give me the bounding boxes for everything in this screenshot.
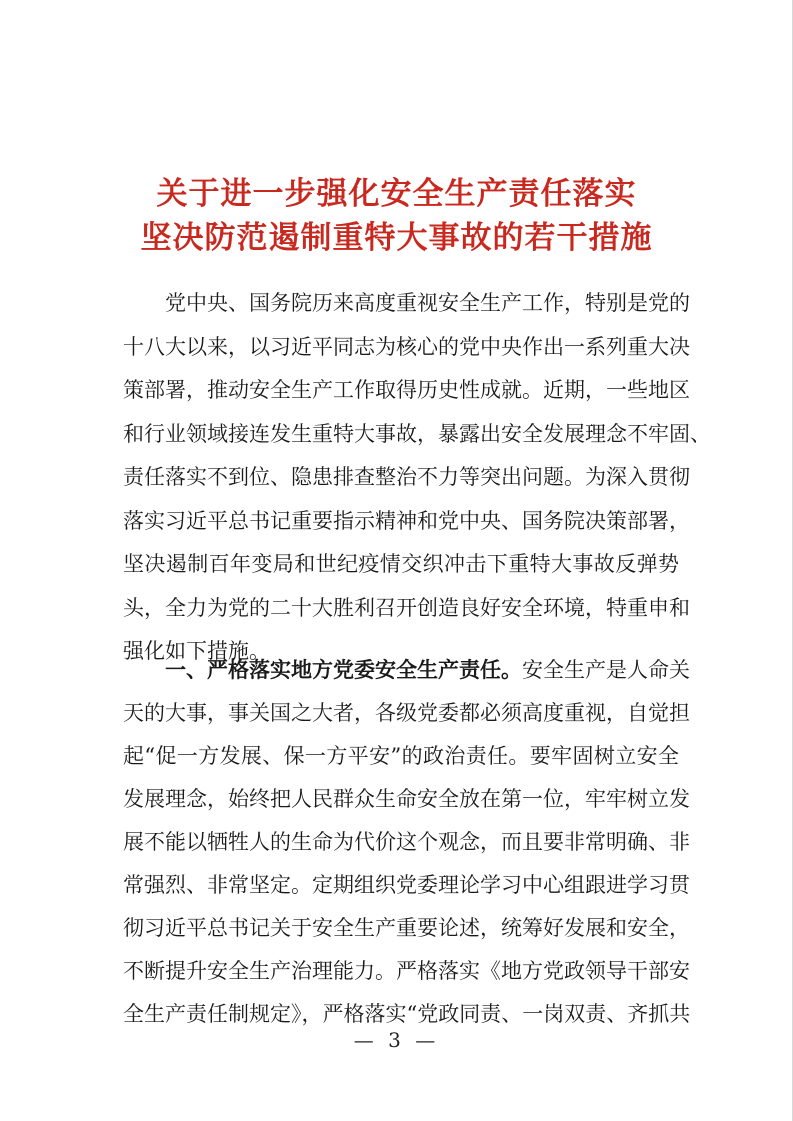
paragraph-1-line-7: 坚决遏制百年变局和世纪疫情交织冲击下重特大事故反弹势 bbox=[123, 552, 679, 576]
paragraph-1-line-5: 责任落实不到位、隐患排查整治不力等突出问题。为深入贯彻 bbox=[123, 465, 690, 489]
paragraph-1-line-9: 强化如下措施。 bbox=[123, 639, 270, 663]
paragraph-1-line-2: 十八大以来，以习近平同志为核心的党中央作出一系列重大决 bbox=[123, 334, 690, 359]
paragraph-2-line-9: 全生产责任制规定》，严格落实“党政同责、一岗双责、齐抓共 bbox=[123, 1002, 691, 1026]
paragraph-1-line-4: 和行业领域接连发生重特大事故，暴露出安全发展理念不牢固、 bbox=[123, 421, 711, 446]
paragraph-2-line-2: 天的大事，事关国之大者，各级党委都必须高度重视，自觉担 bbox=[123, 701, 690, 725]
paragraph-1-line-6: 落实习近平总书记重要指示精神和党中央、国务院决策部署， bbox=[123, 508, 690, 533]
page-number: — 3 — bbox=[353, 1028, 440, 1052]
paragraph-1-line-8: 头，全力为党的二十大胜利召开创造良好安全环境，特重申和 bbox=[123, 595, 690, 620]
paragraph-2-line-1-text: 安全生产是人命关 bbox=[522, 658, 690, 682]
paragraph-2-line-4: 发展理念，始终把人民群众生命安全放在第一位，牢牢树立发 bbox=[123, 787, 690, 811]
paragraph-2-line-7: 彻习近平总书记关于安全生产重要论述，统筹好发展和安全， bbox=[123, 916, 690, 940]
document-title-line-1: 关于进一步强化安全生产责任落实 bbox=[156, 176, 637, 212]
paragraph-2-line-8: 不断提升安全生产治理能力。严格落实《地方党政领导干部安 bbox=[123, 959, 690, 983]
section-heading: 一、严格落实地方党委安全生产责任。 bbox=[165, 658, 522, 682]
paragraph-1-line-3: 策部署，推动安全生产工作取得历史性成就。近期，一些地区 bbox=[123, 378, 690, 402]
document-title-line-2: 坚决防范遏制重特大事故的若干措施 bbox=[140, 220, 653, 256]
paragraph-1-line-1: 党中央、国务院历来高度重视安全生产工作，特别是党的 bbox=[165, 291, 690, 315]
paragraph-2-line-5: 展不能以牺牲人的生命为代价这个观念，而且要非常明确、非 bbox=[123, 830, 690, 854]
paragraph-2-line-3: 起“促一方发展、保一方平安”的政治责任。要牢固树立安全 bbox=[123, 744, 679, 768]
paragraph-2-line-1 bbox=[165, 648, 690, 692]
paragraph-2-line-6: 常强烈、非常坚定。定期组织党委理论学习中心组跟进学习贯 bbox=[123, 873, 690, 897]
